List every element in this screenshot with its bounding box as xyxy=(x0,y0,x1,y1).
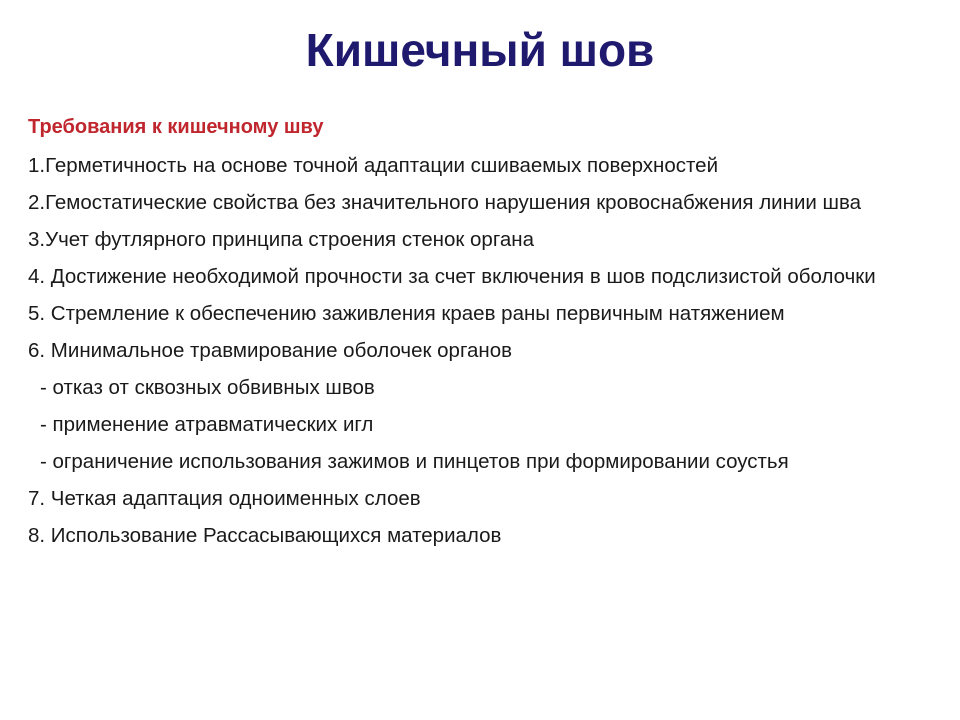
requirement-item-1: 1.Герметичность на основе точной адаптации сшиваемых поверхностей xyxy=(28,154,719,177)
requirements-heading: Требования к кишечному шву xyxy=(28,116,324,138)
slide-title: Кишечный шов xyxy=(305,24,655,76)
requirement-subitem-6a: - отказ от сквозных обвивных швов xyxy=(40,376,375,399)
requirement-item-6: 6. Минимальное травмирование оболочек органов xyxy=(28,339,513,362)
requirement-item-2: 2.Гемостатические свойства без значительного нарушения кровоснабжения линии шва xyxy=(28,191,862,214)
requirement-subitem-6c: - ограничение использования зажимов и пинцетов при формировании соустья xyxy=(40,450,789,473)
requirement-subitem-6b: - применение атравматических игл xyxy=(40,413,374,436)
requirement-item-7: 7. Четкая адаптация одноименных слоев xyxy=(28,487,421,510)
requirement-item-5: 5. Стремление к обеспечению заживления краев раны первичным натяжением xyxy=(28,302,785,325)
requirement-item-4: 4. Достижение необходимой прочности за счет включения в шов подслизистой оболочки xyxy=(28,265,876,288)
slide-content xyxy=(28,114,928,558)
requirement-item-3: 3.Учет футлярного принципа строения стенок органа xyxy=(28,228,534,251)
requirement-item-8: 8. Использование Рассасывающихся материалов xyxy=(28,524,502,547)
